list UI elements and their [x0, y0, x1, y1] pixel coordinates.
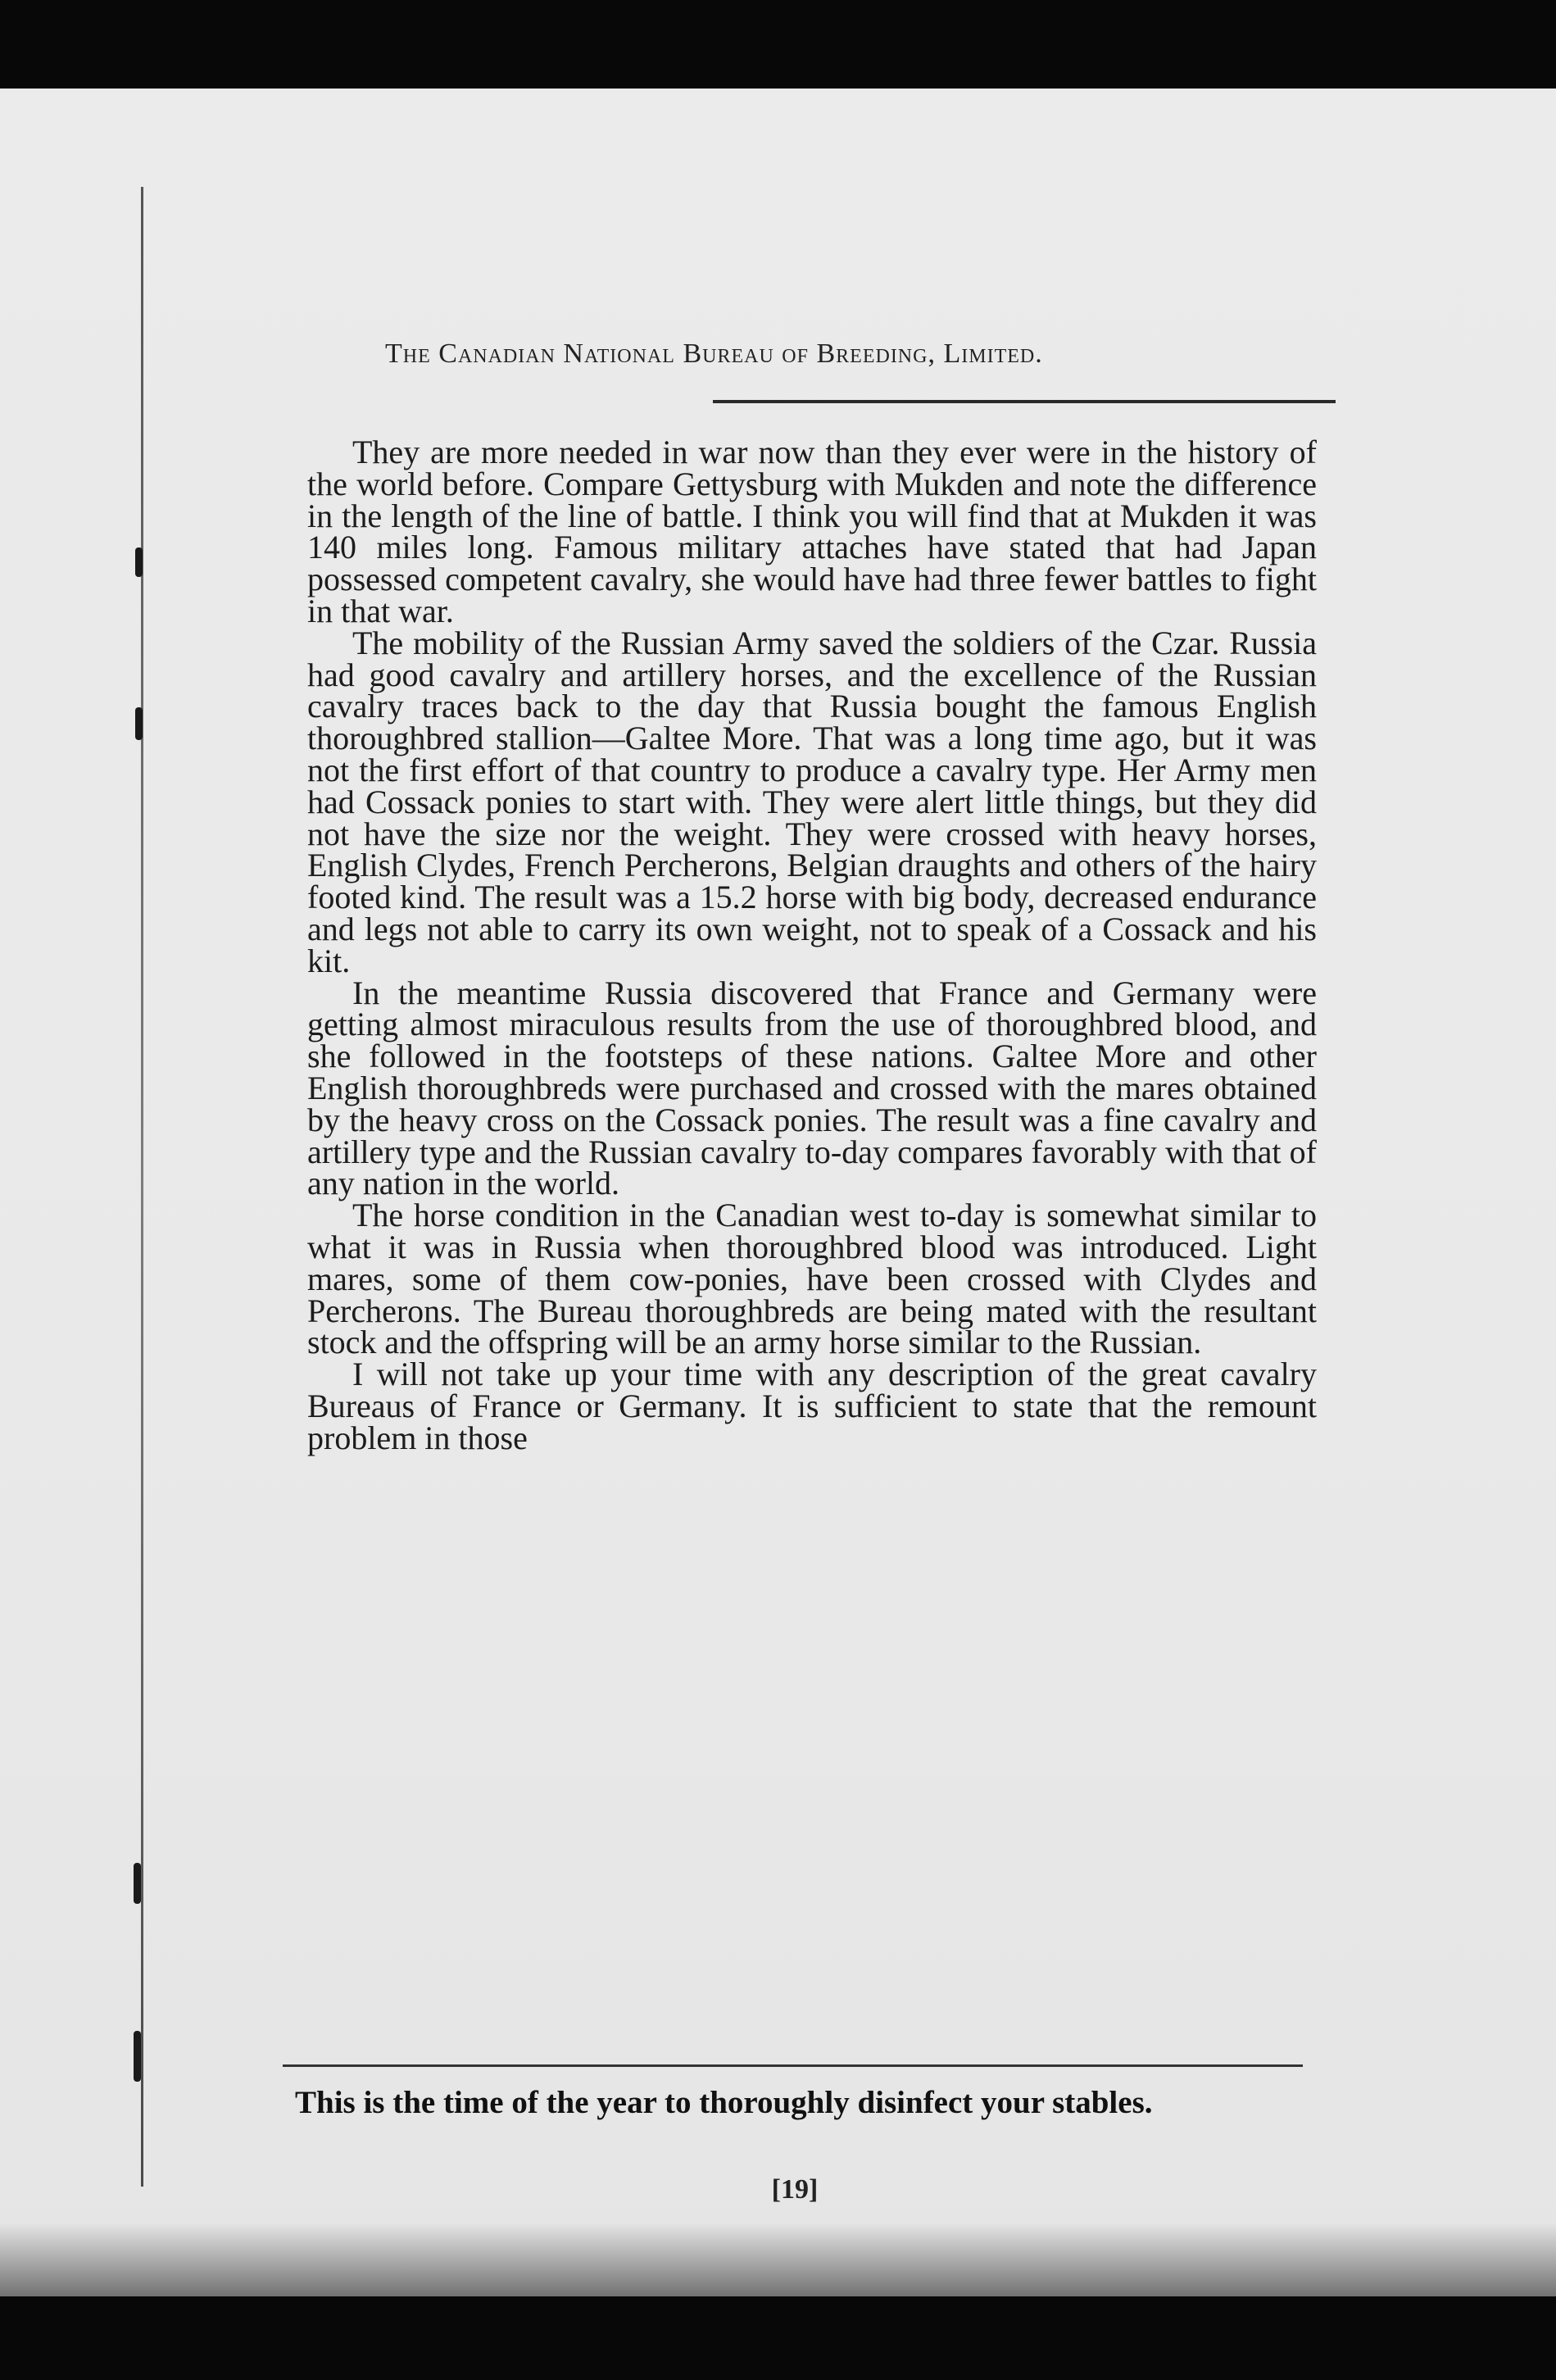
binding-gutter-line: [141, 187, 143, 2187]
paragraph: In the meantime Russia discovered that France and Germany were getting almost miraculous results from the use of thoroughbred blood, and she followed in the footsteps of these nations. Galtee More and other English thoroughbreds were purchased and crossed with the mares obtained by the heavy cross on the Cossack ponies. The result was a fine cavalry and artillery type and the Russian cavalry to-day compares favorably with that of any nation in the world.: [307, 974, 1317, 1202]
binding-mark: [135, 547, 143, 577]
running-head: The Canadian National Bureau of Breeding, Limited.: [385, 338, 1043, 369]
paragraph: The horse condition in the Canadian west to-day is somewhat similar to what it was in Russia when thoroughbred blood was introduced. Light mares, some of them cow-ponies, have been crossed with Clydes and Percherons. The Bureau thoroughbreds are being mated with the resultant stock and the offspring will be an army horse similar to the Russian.: [307, 1197, 1317, 1361]
body-text: [307, 434, 1317, 1456]
binding-mark: [134, 2031, 141, 2082]
page-number: [19]: [771, 2174, 819, 2205]
header-rule: [713, 400, 1336, 403]
footer-rule: [283, 2064, 1303, 2067]
paragraph: The mobility of the Russian Army saved the soldiers of the Czar. Russia had good cavalry and artillery horses, and the excellence of the Russian cavalry traces back to the day that Russia bought the famous English thoroughbred stallion—Galtee More. That was a long time ago, but it was not the first effort of that country to produce a cavalry type. Her Army men had Cossack ponies to start with. They were alert little things, but they did not have the size nor the weight. They were crossed with heavy horses, English Clydes, French Percherons, Belgian draughts and others of the hairy footed kind. The result was a 15.2 horse with big body, decreased endurance and legs not able to carry its own weight, not to speak of a Cossack and his kit.: [307, 624, 1317, 979]
binding-mark: [134, 1863, 141, 1904]
footer-note: This is the time of the year to thoroughly disinfect your stables.: [295, 2085, 1153, 2120]
paragraph: I will not take up your time with any description of the great cavalry Bureaus of France or Germany. It is sufficient to state that the remount problem in those: [307, 1356, 1317, 1456]
paragraph: They are more needed in war now than they ever were in the history of the world before. Compare Gettysburg with Mukden and note the difference in the length of the line of battle. I think you will find that at Mukden it was 140 miles long. Famous military attaches have stated that had Japan possessed competent cavalry, she would have had three fewer battles to fight in that war.: [307, 434, 1317, 629]
book-page: [0, 89, 1556, 2296]
binding-mark: [135, 707, 143, 740]
